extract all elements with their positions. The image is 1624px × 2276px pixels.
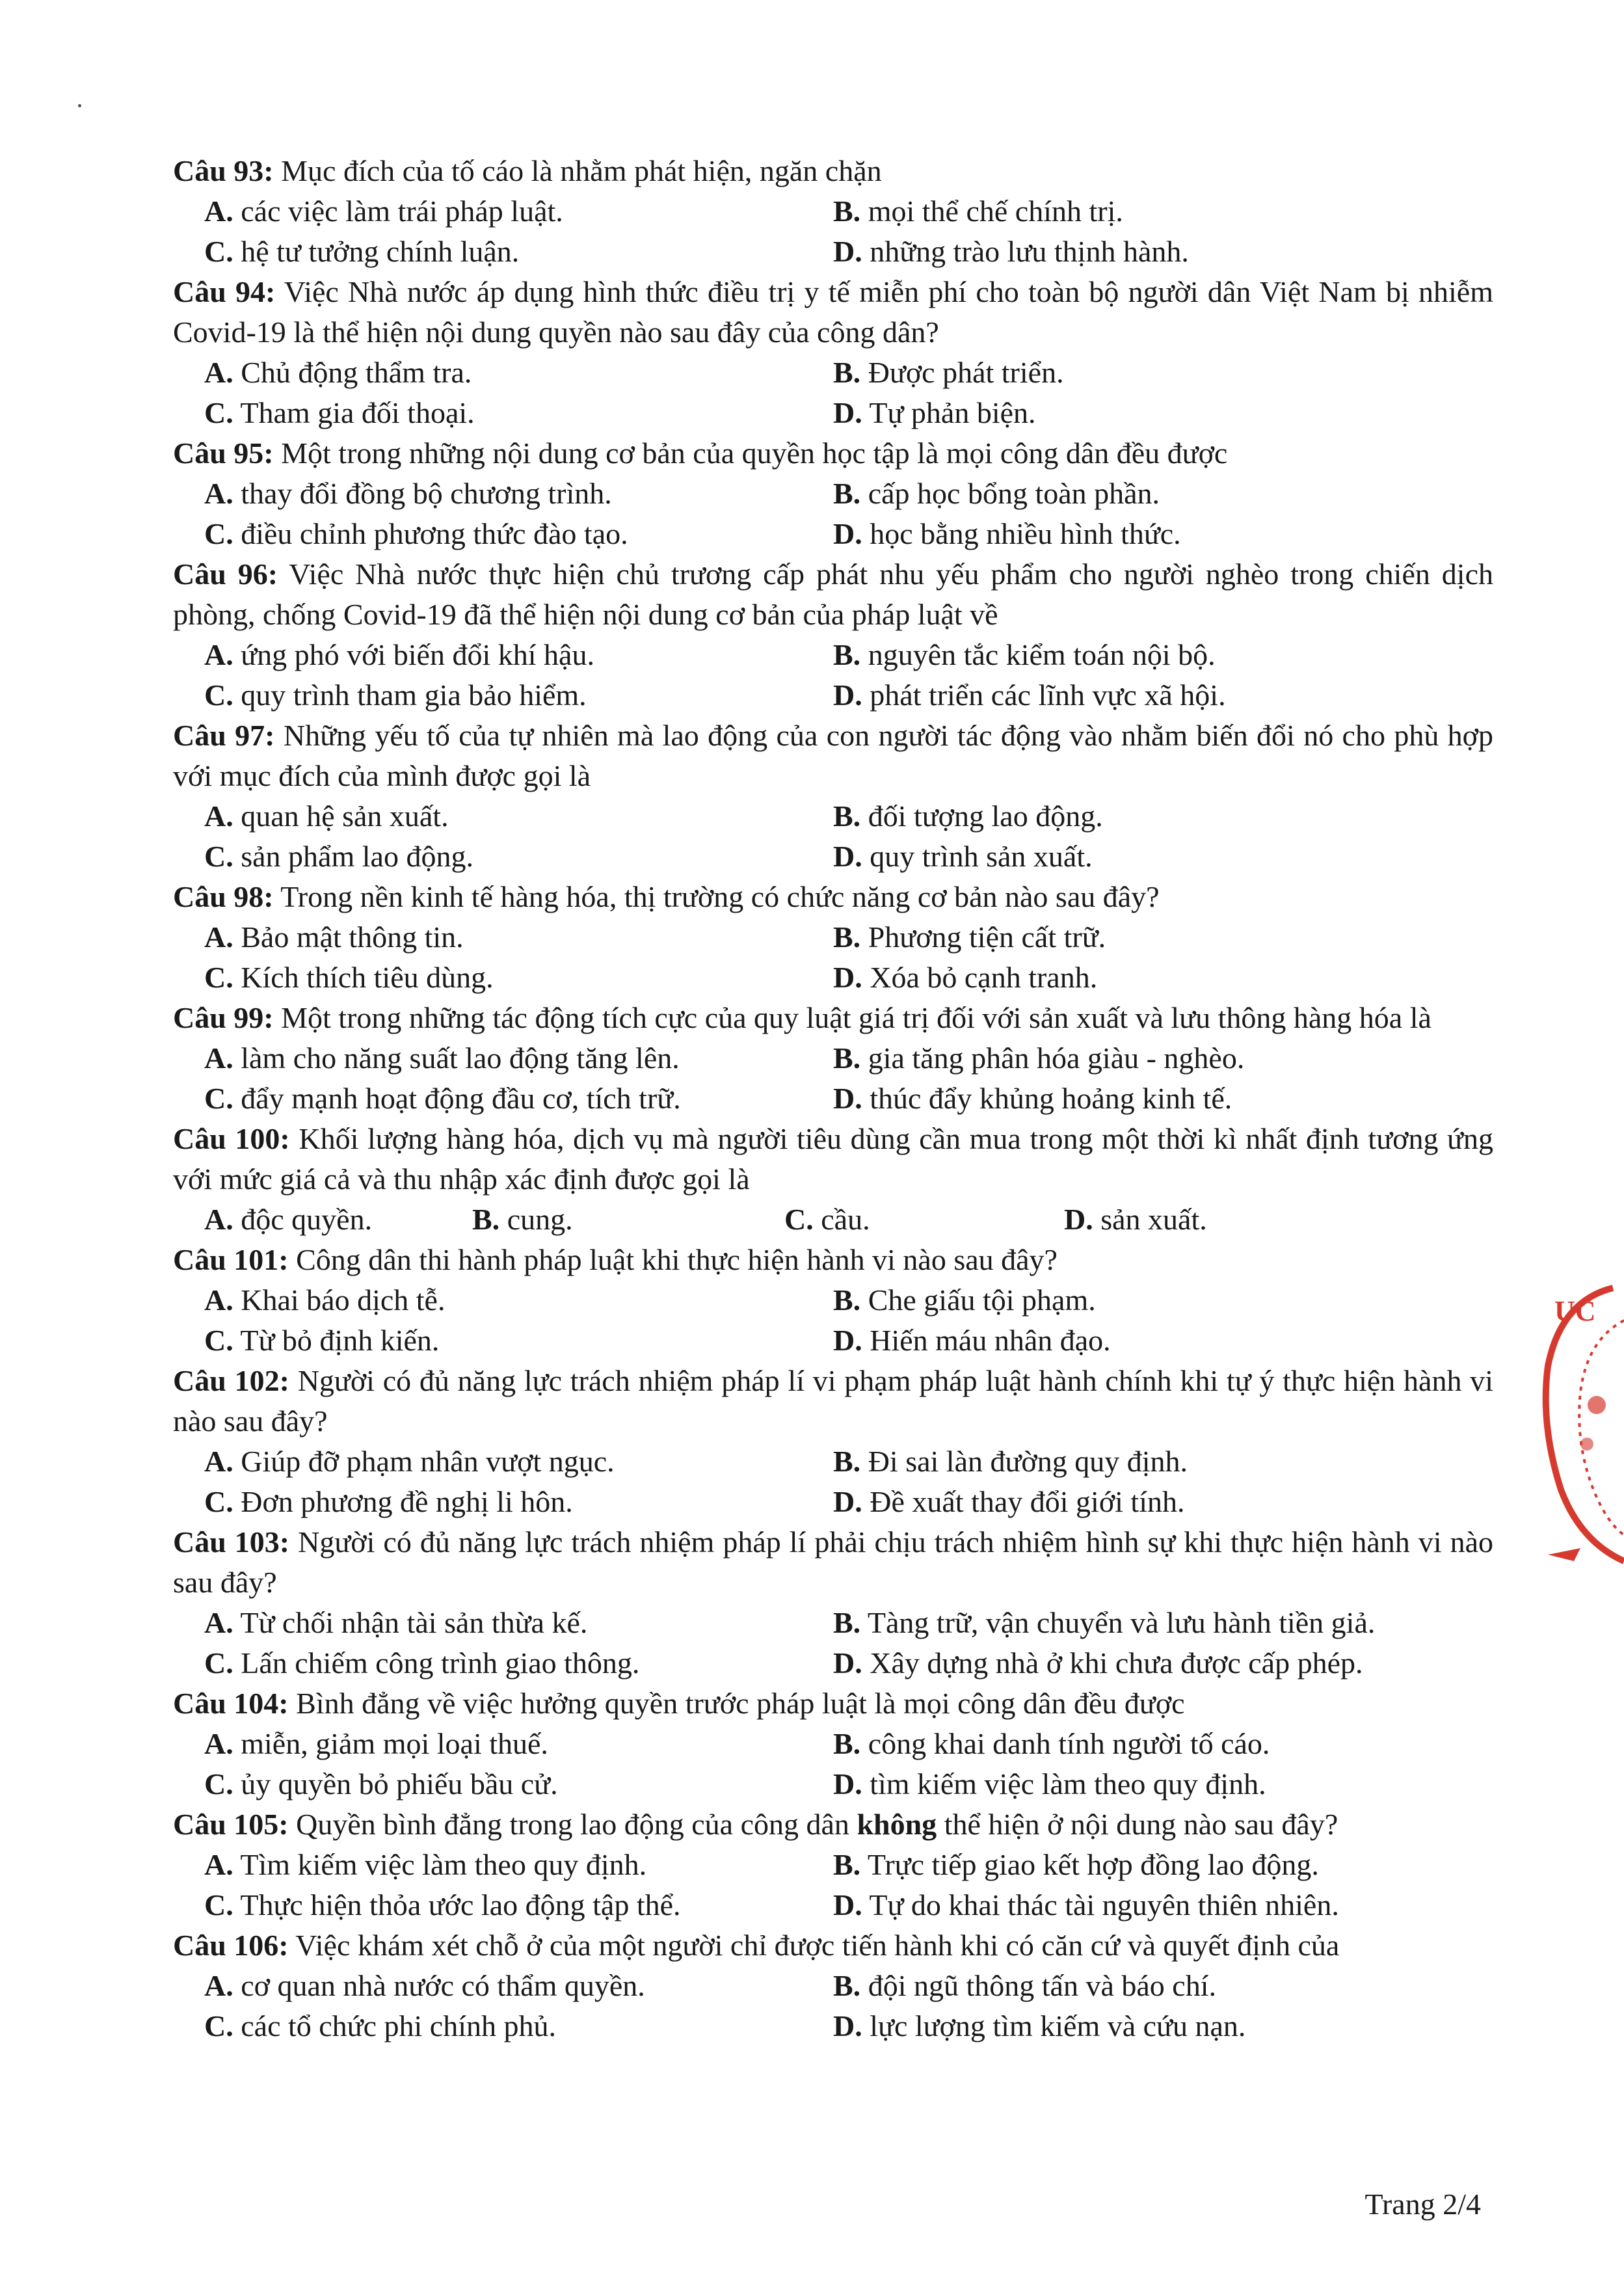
option-letter: A. xyxy=(204,638,233,671)
answer-options xyxy=(173,1845,1493,1925)
option-letter: D. xyxy=(833,1324,862,1357)
option-letter: D. xyxy=(833,961,862,994)
answer-option xyxy=(833,232,1493,272)
option-letter: A. xyxy=(204,1203,233,1236)
answer-option xyxy=(833,837,1493,877)
option-letter: C. xyxy=(204,396,233,429)
answer-option xyxy=(833,1845,1493,1885)
answer-option xyxy=(833,353,1493,393)
option-letter: A. xyxy=(204,920,233,954)
option-letter: D. xyxy=(833,1646,862,1680)
answer-option xyxy=(833,1441,1493,1482)
question-label: Câu 105: xyxy=(173,1808,289,1841)
option-letter: A. xyxy=(204,194,233,228)
question-text: Người có đủ năng lực trách nhiệm pháp lí phải chịu trách nhiệm hình sự khi thực hiện hành vi nào sau đây? xyxy=(173,1525,1494,1599)
option-letter: B. xyxy=(833,1445,861,1478)
question-text: Trong nền kinh tế hàng hóa, thị trường có chức năng cơ bản nào sau đây? xyxy=(280,880,1160,913)
answer-option xyxy=(173,1724,833,1764)
option-text: những trào lưu thịnh hành. xyxy=(870,235,1189,268)
option-letter: B. xyxy=(833,477,861,510)
answer-option xyxy=(833,1885,1493,1925)
option-letter: A. xyxy=(204,799,233,833)
option-letter: C. xyxy=(204,2009,233,2042)
answer-option xyxy=(173,1885,833,1925)
question-text: Công dân thi hành pháp luật khi thực hiện hành vi nào sau đây? xyxy=(296,1243,1058,1276)
option-letter: B. xyxy=(833,638,861,671)
question-text-emphasis: không xyxy=(857,1808,937,1841)
option-letter: A. xyxy=(204,477,233,510)
option-letter: B. xyxy=(833,920,861,954)
answer-option xyxy=(833,635,1493,675)
option-text: đội ngũ thông tấn và báo chí. xyxy=(868,1969,1216,2002)
question-text: Việc khám xét chỗ ở của một người chỉ được tiến hành khi có căn cứ và quyết định của xyxy=(295,1929,1340,1962)
answer-option xyxy=(833,1078,1493,1119)
question-label: Câu 96: xyxy=(173,557,278,591)
option-letter: B. xyxy=(833,1969,861,2002)
answer-option xyxy=(173,232,833,272)
answer-options xyxy=(173,1038,1493,1119)
option-letter: C. xyxy=(784,1203,814,1236)
answer-option xyxy=(833,474,1493,514)
answer-option xyxy=(833,796,1493,837)
answer-option xyxy=(173,1603,833,1643)
option-letter: B. xyxy=(833,1041,861,1075)
option-letter: A. xyxy=(204,1727,233,1760)
option-letter: C. xyxy=(204,1324,233,1357)
question-text: Một trong những tác động tích cực của quy luật giá trị đối với sản xuất và lưu thông hàng hóa là xyxy=(281,1001,1431,1034)
option-text: Kích thích tiêu dùng. xyxy=(241,961,494,994)
option-text: Lấn chiếm công trình giao thông. xyxy=(241,1646,640,1680)
option-text: công khai danh tính người tố cáo. xyxy=(868,1727,1270,1760)
option-text: Từ bỏ định kiến. xyxy=(240,1324,440,1357)
option-letter: C. xyxy=(204,678,233,712)
question-stem xyxy=(173,554,1493,635)
option-text: cầu. xyxy=(821,1203,870,1236)
question-text: Việc Nhà nước thực hiện chủ trương cấp phát nhu yếu phẩm cho người nghèo trong chiến dịch phòng, chống Covid-19 đã thể hiện nội dung cơ bản của pháp luật về xyxy=(173,557,1493,631)
answer-option xyxy=(833,1764,1493,1804)
answer-option xyxy=(833,1643,1493,1683)
answer-options xyxy=(173,353,1493,433)
answer-option xyxy=(833,191,1493,232)
option-letter: A. xyxy=(204,1445,233,1478)
answer-option xyxy=(1064,1199,1454,1240)
option-letter: D. xyxy=(1064,1203,1093,1236)
option-text: Đơn phương đề nghị li hôn. xyxy=(241,1485,573,1518)
option-letter: A. xyxy=(204,1606,233,1639)
question-label: Câu 103: xyxy=(173,1525,290,1559)
question-stem xyxy=(173,151,1493,191)
answer-option xyxy=(833,393,1493,433)
option-text: Giúp đỡ phạm nhân vượt ngục. xyxy=(241,1445,615,1478)
option-letter: C. xyxy=(204,1646,233,1680)
question-label: Câu 101: xyxy=(173,1243,289,1276)
answer-options xyxy=(173,1441,1493,1522)
option-text: cung. xyxy=(507,1203,573,1236)
question-label: Câu 97: xyxy=(173,719,275,752)
option-text: sản phẩm lao động. xyxy=(241,840,473,873)
answer-options xyxy=(173,1724,1493,1804)
answer-option xyxy=(833,1320,1493,1361)
svg-text:ỤC: ỤC xyxy=(1554,1295,1596,1327)
question-text: Mục đích của tố cáo là nhằm phát hiện, ngăn chặn xyxy=(281,154,882,187)
option-text: nguyên tắc kiểm toán nội bộ. xyxy=(868,638,1216,671)
option-text: hệ tư tưởng chính luận. xyxy=(241,235,520,268)
option-letter: A. xyxy=(204,1969,233,2002)
answer-options xyxy=(173,1966,1493,2046)
option-letter: A. xyxy=(204,1848,233,1881)
option-text: Hiến máu nhân đạo. xyxy=(870,1324,1111,1357)
option-text: Phương tiện cất trữ. xyxy=(868,920,1106,954)
option-letter: D. xyxy=(833,517,862,550)
answer-options xyxy=(173,191,1493,272)
answer-option xyxy=(833,1482,1493,1522)
option-text: quy trình sản xuất. xyxy=(870,840,1093,873)
option-letter: B. xyxy=(833,194,861,228)
answer-option xyxy=(173,957,833,998)
question-label: Câu 102: xyxy=(173,1364,289,1397)
option-text: quan hệ sản xuất. xyxy=(241,799,449,833)
option-text: miễn, giảm mọi loại thuế. xyxy=(241,1727,548,1760)
option-text: ứng phó với biến đổi khí hậu. xyxy=(241,638,594,671)
option-letter: B. xyxy=(472,1203,500,1236)
option-text: thay đổi đồng bộ chương trình. xyxy=(241,477,612,510)
question-stem xyxy=(173,272,1493,353)
answer-option xyxy=(833,957,1493,998)
option-letter: D. xyxy=(833,1888,862,1921)
option-letter: A. xyxy=(204,1041,233,1075)
answer-option xyxy=(173,353,833,393)
answer-options xyxy=(173,635,1493,716)
question-stem xyxy=(173,1804,1493,1845)
answer-option xyxy=(784,1199,1064,1240)
option-text: các việc làm trái pháp luật. xyxy=(241,194,563,228)
question-stem xyxy=(173,1240,1493,1280)
answer-option xyxy=(173,393,833,433)
option-text: Thực hiện thỏa ước lao động tập thể. xyxy=(240,1888,681,1921)
answer-option xyxy=(833,1724,1493,1764)
option-letter: D. xyxy=(833,396,862,429)
question-text: Bình đẳng về việc hưởng quyền trước pháp luật là mọi công dân đều được xyxy=(296,1687,1185,1720)
answer-option xyxy=(173,1038,833,1078)
answer-option xyxy=(833,917,1493,957)
option-letter: C. xyxy=(204,1082,233,1115)
question-label: Câu 99: xyxy=(173,1001,274,1034)
answer-option xyxy=(173,1764,833,1804)
option-letter: B. xyxy=(833,1283,861,1317)
option-text: cấp học bổng toàn phần. xyxy=(868,477,1160,510)
option-text: phát triển các lĩnh vực xã hội. xyxy=(870,678,1226,712)
option-text: Đề xuất thay đổi giới tính. xyxy=(870,1485,1185,1518)
option-letter: D. xyxy=(833,1767,862,1801)
option-text: Bảo mật thông tin. xyxy=(241,920,464,954)
option-text: Xóa bỏ cạnh tranh. xyxy=(870,961,1098,994)
option-letter: B. xyxy=(833,799,861,833)
answer-option xyxy=(833,1280,1493,1320)
answer-option xyxy=(833,2006,1493,2046)
answer-option xyxy=(833,1038,1493,1078)
option-text: đẩy mạnh hoạt động đầu cơ, tích trữ. xyxy=(241,1082,681,1115)
scan-speck xyxy=(78,104,81,107)
option-letter: C. xyxy=(204,517,233,550)
option-letter: D. xyxy=(833,1485,862,1518)
option-letter: A. xyxy=(204,356,233,389)
question-stem xyxy=(173,1683,1493,1724)
option-letter: D. xyxy=(833,678,862,712)
option-letter: B. xyxy=(833,356,861,389)
answer-options xyxy=(173,474,1493,554)
option-letter: B. xyxy=(833,1727,861,1760)
answer-option xyxy=(173,1280,833,1320)
question-label: Câu 95: xyxy=(173,436,274,470)
option-text: sản xuất. xyxy=(1100,1203,1207,1236)
option-letter: C. xyxy=(204,840,233,873)
option-text: Tự phản biện. xyxy=(869,396,1036,429)
question-stem xyxy=(173,716,1493,796)
option-text: đối tượng lao động. xyxy=(868,799,1103,833)
option-text: Chủ động thẩm tra. xyxy=(241,356,472,389)
answer-option xyxy=(173,1199,472,1240)
option-text: quy trình tham gia bảo hiểm. xyxy=(241,678,587,712)
option-text: thúc đẩy khủng hoảng kinh tế. xyxy=(870,1082,1232,1115)
option-text: gia tăng phân hóa giàu - nghèo. xyxy=(868,1041,1245,1075)
option-text: làm cho năng suất lao động tăng lên. xyxy=(241,1041,680,1075)
answer-option xyxy=(173,1482,833,1522)
answer-option xyxy=(833,1966,1493,2006)
question-label: Câu 100: xyxy=(173,1122,290,1155)
question-text: Người có đủ năng lực trách nhiệm pháp lí vi phạm pháp luật hành chính khi tự ý thực hiện hành vi nào sau đây? xyxy=(173,1364,1494,1438)
option-text: Khai báo dịch tễ. xyxy=(241,1283,446,1317)
answer-option xyxy=(833,514,1493,554)
answer-option xyxy=(173,635,833,675)
option-letter: C. xyxy=(204,1888,233,1921)
option-text: Tham gia đối thoại. xyxy=(240,396,475,429)
option-letter: A. xyxy=(204,1283,233,1317)
answer-option xyxy=(472,1199,784,1240)
answer-option xyxy=(173,2006,833,2046)
question-label: Câu 104: xyxy=(173,1687,289,1720)
option-text: Tự do khai thác tài nguyên thiên nhiên. xyxy=(869,1888,1339,1921)
answer-option xyxy=(173,1441,833,1482)
answer-option xyxy=(173,796,833,837)
question-stem xyxy=(173,1522,1493,1603)
answer-option xyxy=(173,1078,833,1119)
answer-options xyxy=(173,1280,1493,1361)
option-text: Tìm kiếm việc làm theo quy định. xyxy=(240,1848,647,1881)
answer-option xyxy=(173,675,833,716)
question-text: Khối lượng hàng hóa, dịch vụ mà người tiêu dùng cần mua trong một thời kì nhất định tương ứng với mức giá cả và thu nhập xác định được gọi là xyxy=(173,1122,1493,1196)
answer-options xyxy=(173,1603,1493,1683)
answer-option xyxy=(173,474,833,514)
answer-option xyxy=(173,514,833,554)
option-text: Từ chối nhận tài sản thừa kế. xyxy=(240,1606,588,1639)
option-text: lực lượng tìm kiếm và cứu nạn. xyxy=(870,2009,1246,2042)
option-text: Đi sai làn đường quy định. xyxy=(868,1445,1188,1478)
option-letter: C. xyxy=(204,1767,233,1801)
question-stem xyxy=(173,1361,1493,1441)
answer-option xyxy=(173,1966,833,2006)
answer-option xyxy=(173,1320,833,1361)
option-letter: B. xyxy=(833,1606,861,1639)
question-stem xyxy=(173,998,1493,1038)
question-text: Một trong những nội dung cơ bản của quyền học tập là mọi công dân đều được xyxy=(281,436,1228,470)
question-label: Câu 106: xyxy=(173,1929,289,1962)
question-list xyxy=(173,151,1493,2046)
question-text: Việc Nhà nước áp dụng hình thức điều trị y tế miễn phí cho toàn bộ người dân Việt Nam bị nhiễm Covid-19 là thể hiện nội dung quyền nào sau đây của công dân? xyxy=(173,275,1494,349)
option-text: độc quyền. xyxy=(241,1203,373,1236)
red-stamp-seal xyxy=(1535,1275,1624,1581)
question-stem xyxy=(173,433,1493,474)
question-label: Câu 93: xyxy=(173,154,274,187)
option-letter: C. xyxy=(204,1485,233,1518)
option-letter: D. xyxy=(833,2009,862,2042)
question-text: thể hiện ở nội dung nào sau đây? xyxy=(937,1808,1338,1841)
option-text: mọi thể chế chính trị. xyxy=(868,194,1123,228)
option-text: ủy quyền bỏ phiếu bầu cử. xyxy=(241,1767,558,1801)
question-text: Những yếu tố của tự nhiên mà lao động của con người tác động vào nhằm biến đổi nó cho phù hợp với mục đích của mình được gọi là xyxy=(173,719,1493,792)
page-number: Trang 2/4 xyxy=(1364,2188,1481,2221)
answer-option xyxy=(833,675,1493,716)
option-text: cơ quan nhà nước có thẩm quyền. xyxy=(241,1969,645,2002)
option-text: học bằng nhiều hình thức. xyxy=(870,517,1181,550)
option-text: Che giấu tội phạm. xyxy=(868,1283,1096,1317)
question-text: Quyền bình đẳng trong lao động của công dân xyxy=(296,1808,857,1841)
question-label: Câu 98: xyxy=(173,880,274,913)
question-label: Câu 94: xyxy=(173,275,276,308)
answer-option xyxy=(173,191,833,232)
answer-options xyxy=(173,1199,1493,1240)
question-stem xyxy=(173,877,1493,917)
option-text: các tổ chức phi chính phủ. xyxy=(241,2009,557,2042)
option-text: tìm kiếm việc làm theo quy định. xyxy=(870,1767,1266,1801)
answer-options xyxy=(173,917,1493,998)
option-letter: D. xyxy=(833,840,862,873)
option-letter: C. xyxy=(204,235,233,268)
option-text: điều chỉnh phương thức đào tạo. xyxy=(241,517,628,550)
question-stem xyxy=(173,1925,1493,1966)
option-text: Trực tiếp giao kết hợp đồng lao động. xyxy=(867,1848,1319,1881)
answer-option xyxy=(173,837,833,877)
answer-option xyxy=(173,1643,833,1683)
option-letter: C. xyxy=(204,961,233,994)
option-text: Xây dựng nhà ở khi chưa được cấp phép. xyxy=(870,1646,1363,1680)
answer-option xyxy=(173,1845,833,1885)
option-letter: D. xyxy=(833,235,862,268)
answer-options xyxy=(173,796,1493,877)
answer-option xyxy=(173,917,833,957)
option-text: Được phát triển. xyxy=(868,356,1064,389)
option-text: Tàng trữ, vận chuyển và lưu hành tiền giả. xyxy=(867,1606,1376,1639)
question-stem xyxy=(173,1119,1493,1199)
option-letter: D. xyxy=(833,1082,862,1115)
answer-option xyxy=(833,1603,1493,1643)
option-letter: B. xyxy=(833,1848,861,1881)
